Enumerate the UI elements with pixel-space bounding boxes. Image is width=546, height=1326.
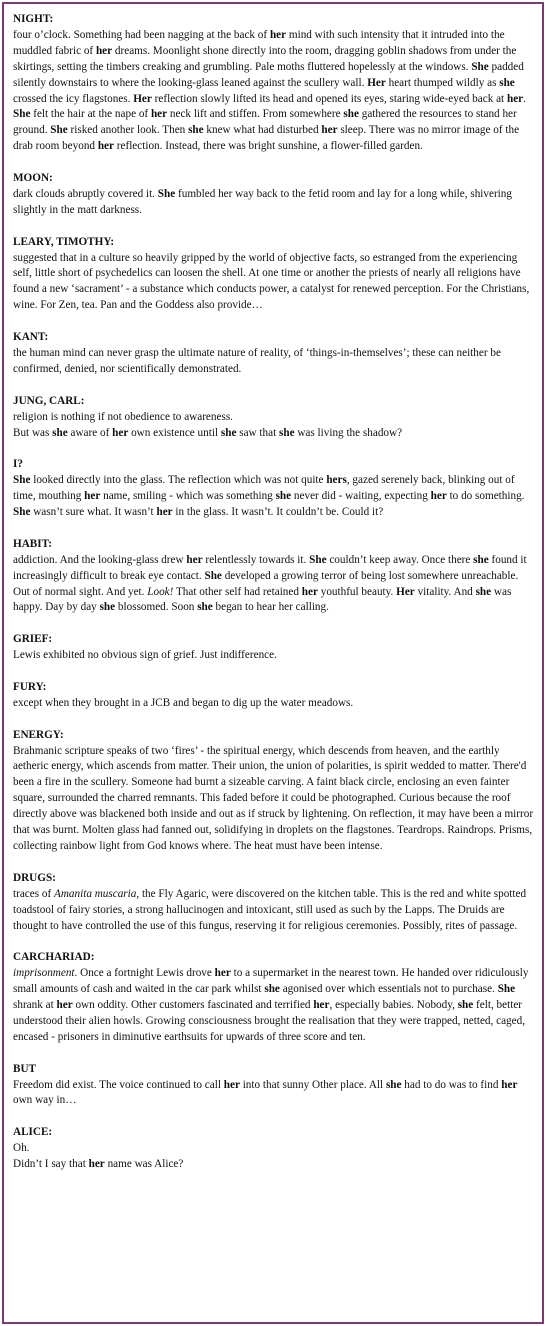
text-run: gathered the resources to stand her ground. [13,108,517,137]
emphasis-bold: hers [326,474,347,487]
text-run: to do something. [446,490,525,503]
text-run: saw that [236,426,279,439]
emphasis-bold: she [473,553,489,566]
emphasis-bold: her [88,1158,105,1171]
entry-term: BUT [13,1062,37,1075]
emphasis-bold: she [457,999,474,1012]
text-run: reflection. Instead, there was bright sunshine, a flower-filled garden. [113,140,423,153]
entry-body [13,473,534,521]
entry-jung [13,394,534,442]
emphasis-bold: she [275,490,292,503]
text-run: dark clouds abruptly covered it. [13,187,158,200]
text-run: fumbled her way back to the fetid room and lay for a long while, shivering slightly in the matt darkness. [13,187,512,216]
entry-alice [13,1125,534,1173]
emphasis-bold: She [157,187,176,200]
emphasis-bold: She [50,124,68,137]
emphasis-bold: her [321,124,338,137]
emphasis-bold: her [313,999,330,1012]
text-run: , gazed serenely back, blinking out of time, mouthing [13,474,515,503]
entry-term: HABIT: [13,537,52,550]
glossary-document [2,2,544,1324]
entry-fury [13,680,534,712]
emphasis-bold: she [385,1078,402,1091]
entry-body [13,187,534,219]
text-run: traces of [13,887,54,900]
entry-drugs [13,871,534,935]
text-run: Didn’t I say that [13,1158,89,1171]
emphasis-bold: her [97,140,114,153]
text-run: the human mind can never grasp the ultimate nature of reality, of ‘things-in-themselves’; these can neither be confirmed, denied, nor scientifically demonstrated. [13,346,501,375]
emphasis-bold: her [186,553,203,566]
entry-body [13,346,534,378]
text-run: couldn’t keep away. Once there [326,553,474,566]
text-run: . [523,92,526,105]
text-run: But was [13,426,53,439]
emphasis-bold: She [204,569,222,582]
entry-moon [13,171,534,219]
text-run: looked directly into the glass. The reflection which was not quite [30,474,327,487]
emphasis-bold: her [506,92,524,105]
text-run: reflection slowly lifted its head and opened its eyes, staring wide-eyed back at [151,92,507,105]
text-run: Brahmanic scripture speaks of two ‘fires’ - the spiritual energy, which descends from heaven, and the earthly aetheric energy, which ascends from matter. Their union, the union of polarities, is spirit wedded to matter. There'd been a fire in the scullery. Someone had burnt a sizeable carving. A faint black circle, enclosing an even fainter square, surrounded the charred remnants. This faded before it could be photographed. Curious because the roof directly above was blackened both inside and out as if struck by lightening. On reflection, it may have been a mirror that was burnt. Molten glass had fanned out, solidifying in droplets on the flagstones. Teardrops. Raindrops. Prisms, collecting rainbow light from God knows where. The heat must have been intense. [13,744,534,852]
text-run: name was Alice? [104,1158,184,1171]
text-run: aware of [67,426,113,439]
text-run: vitality. And [414,585,476,598]
text-run: began to hear her calling. [212,601,329,614]
emphasis-bold: her [95,44,113,57]
text-run: That other self had retained [173,585,302,598]
text-run: wasn’t sure what. It wasn’t [30,506,157,519]
text-run: shrank at [13,999,57,1012]
text-run: own way in… [13,1094,77,1107]
text-run: into that sunny Other place. All [239,1078,386,1091]
entry-habit [13,537,534,617]
entry-term: ALICE: [13,1126,53,1139]
entry-i [13,457,534,521]
entry-body [13,696,534,712]
emphasis-bold: her [156,506,173,519]
entry-term: I? [13,458,23,471]
emphasis-bold: She [471,60,489,73]
text-run: relentlessly towards it. [202,553,310,566]
text-run: in the glass. It wasn’t. It couldn’t be. Could it? [172,506,384,519]
text-run: . Once a fortnight Lewis drove [74,967,215,980]
text-run: padded silently downstairs to where the looking-glass leaned against the scullery wall. [13,60,524,89]
emphasis-bold: she [475,585,492,598]
text-run: never did - waiting, expecting [291,490,431,503]
entry-body [13,553,534,617]
emphasis-bold: she [52,426,68,439]
text-run: blossomed. Soon [115,601,198,614]
entry-energy [13,728,534,855]
emphasis-bold: she [499,76,515,89]
emphasis-bold: She [309,553,327,566]
emphasis-bold: her [56,999,73,1012]
emphasis-bold: she [188,124,204,137]
entry-term: LEARY, TIMOTHY: [13,235,115,248]
text-run: heart thumped wildly as [385,76,500,89]
emphasis-bold: her [214,967,231,980]
emphasis-bold: her [430,490,447,503]
entry-body [13,648,534,664]
text-run: except when they brought in a JCB and began to dig up the water meadows. [13,696,354,709]
emphasis-bold: Her [133,92,152,105]
text-run: , the Fly Agaric, were discovered on the kitchen table. This is the red and white spotted toadstool of fairy stories, a strong hallucinogen and intoxicant, still used as such by the Lapps. The Druids are thought to have controlled the use of this fungus, reserving it for religious ceremonies. Possibly, rites of passage. [13,887,527,932]
emphasis-bold: she [343,108,359,121]
entry-term: NIGHT: [13,13,54,25]
emphasis-italic: Look! [147,585,174,598]
entry-term: DRUGS: [13,871,56,884]
emphasis-bold: she [197,601,213,614]
text-run: to a supermarket in the nearest town. He handed over ridiculously small amounts of cash and waited in the car park whilst [13,967,529,996]
text-run: name, smiling - which was something [100,490,276,503]
emphasis-bold: her [150,108,168,121]
emphasis-bold: She [13,506,31,519]
emphasis-bold: she [264,983,280,996]
emphasis-bold: She [13,108,31,121]
emphasis-bold: her [223,1078,240,1091]
emphasis-bold: she [220,426,237,439]
text-run: own existence until [128,426,221,439]
entry-night [13,12,534,155]
entry-body [13,251,534,315]
entry-term: MOON: [13,172,53,185]
emphasis-bold: her [112,426,129,439]
emphasis-italic: imprisonment [13,967,75,980]
entry-body [13,410,534,426]
entry-carchariad [13,950,534,1045]
text-run: felt the hair at the nape of [30,108,151,121]
text-run: crossed the icy flagstones. [13,92,134,105]
emphasis-bold: She [13,474,31,487]
text-run: youthful beauty. [317,585,397,598]
text-run: religion is nothing if not obedience to awareness. [13,410,233,423]
emphasis-bold: her [84,490,101,503]
entry-term: CARCHARIAD: [13,951,95,964]
text-run: felt, better understood their alien howls. Growing consciousness brought the realisation that they were trapped, netted, caged, encased - prisoners in diminutive earthsuits for upwards of three score and ten. [13,999,525,1043]
text-run: Lewis exhibited no obvious sign of grief. Just indifference. [13,649,277,662]
text-run: Oh. [13,1142,30,1155]
entry-term: KANT: [13,331,49,344]
text-run: was living the shadow? [294,426,403,439]
text-run: developed a growing terror of being lost somewhere unreachable. Out of normal sight. And yet. [13,569,519,598]
emphasis-bold: her [301,585,318,598]
text-run: suggested that in a culture so heavily gripped by the world of objective facts, so estranged from the experiencing self, little short of psychedelics can loosen the shell. At one time or another the priests of nearly all religions have found a new ‘sacrament’ - a substance which conducts power, a catalyst for renewed perception. For the Christians, wine. For Zen, tea. Pan and the Goddess also provide… [13,251,530,312]
text-run: Freedom did exist. The voice continued to call [13,1078,224,1091]
emphasis-bold: Her [367,76,386,89]
emphasis-bold: Her [396,585,415,598]
entry-body [13,966,534,1046]
entry-but [13,1062,534,1110]
emphasis-italic: Amanita muscaria [54,887,137,900]
entry-body [13,887,534,935]
text-run: four o’clock. Something had been nagging at the back of [13,28,270,41]
entry-body [13,28,534,155]
entry-body [13,1141,534,1157]
text-run: dreams. Moonlight shone directly into the room, dragging goblin shadows from under the skirtings, setting the timbers creaking and grumbling. Pale moths fluttered hopelessly at the windows. [13,44,517,73]
entry-body [13,744,534,855]
text-run: sleep. There was no mirror image of the drab room beyond [13,124,520,153]
text-run: was happy. Day by day [13,585,512,614]
text-run: addiction. And the looking-glass drew [13,553,187,566]
text-run: knew what had disturbed [203,124,322,137]
entry-body [13,1157,534,1173]
entry-grief [13,632,534,664]
text-run: own oddity. Other customers fascinated and terrified [72,999,314,1012]
emphasis-bold: She [497,983,516,996]
entry-term: GRIEF: [13,633,53,646]
text-run: , especially babies. Nobody, [329,999,458,1012]
entry-body [13,426,534,442]
text-run: found it increasingly difficult to break eye contact. [13,553,527,582]
emphasis-bold: she [99,601,116,614]
emphasis-bold: her [501,1078,518,1091]
text-run: mind with such intensity that it intruded into the muddled fabric of [13,28,505,57]
text-run: risked another look. Then [67,124,189,137]
emphasis-bold: her [269,28,287,41]
text-run: agonised over which essentials not to purchase. [279,983,498,996]
entry-term: FURY: [13,680,47,693]
entry-term: JUNG, CARL: [13,394,85,407]
entry-kant [13,330,534,378]
text-run: neck lift and stiffen. From somewhere [167,108,344,121]
emphasis-bold: she [279,426,295,439]
entry-term: ENERGY: [13,728,64,741]
text-run: had to do was to find [401,1078,502,1091]
entry-body [13,1078,534,1110]
entry-leary [13,235,534,315]
